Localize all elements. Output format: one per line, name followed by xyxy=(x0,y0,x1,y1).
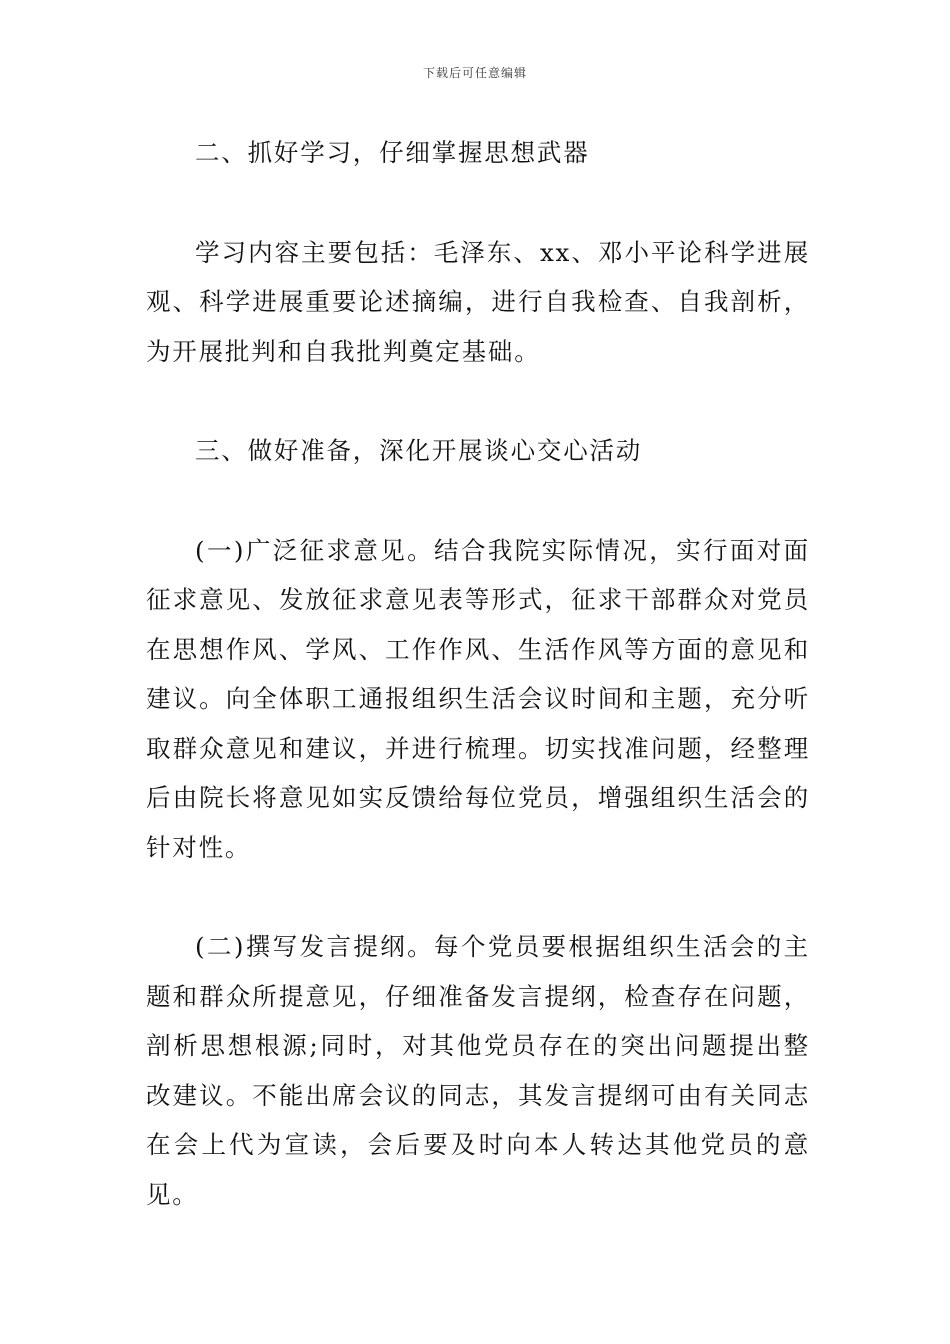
section-heading-2: 二、抓好学习，仔细掌握思想武器 xyxy=(195,138,590,167)
solicit-opinions-paragraph: (一)广泛征求意见。结合我院实际情况，实行面对面征求意见、发放征求意见表等形式，征求干部群众对党员在思想作风、学风、工作作风、生活作风等方面的意见和建议。向全体职工通报组织生活会议时间和主题，充分听取群众意见和建议，并进行梳理。切实找准问题，经整理后由院长将意见如实反馈给每位党员，增强组织生活会的针对性。 xyxy=(146,535,810,862)
speech-outline-paragraph: (二)撰写发言提纲。每个党员要根据组织生活会的主题和群众所提意见，仔细准备发言提纲，检查存在问题，剖析思想根源;同时，对其他党员存在的突出问题提出整改建议。不能出席会议的同志，其发言提纲可由有关同志在会上代为宣读，会后要及时向本人转达其他党员的意见。 xyxy=(146,932,810,1209)
section-heading-3: 三、做好准备，深化开展谈心交心活动 xyxy=(195,436,643,465)
study-content-paragraph: 学习内容主要包括：毛泽东、xx、邓小平论科学进展观、科学进展重要论述摘编，进行自我检查、自我剖析，为开展批判和自我批判奠定基础。 xyxy=(146,237,810,366)
document-body xyxy=(146,128,810,1269)
header-note: 下载后可任意编辑 xyxy=(422,66,527,80)
